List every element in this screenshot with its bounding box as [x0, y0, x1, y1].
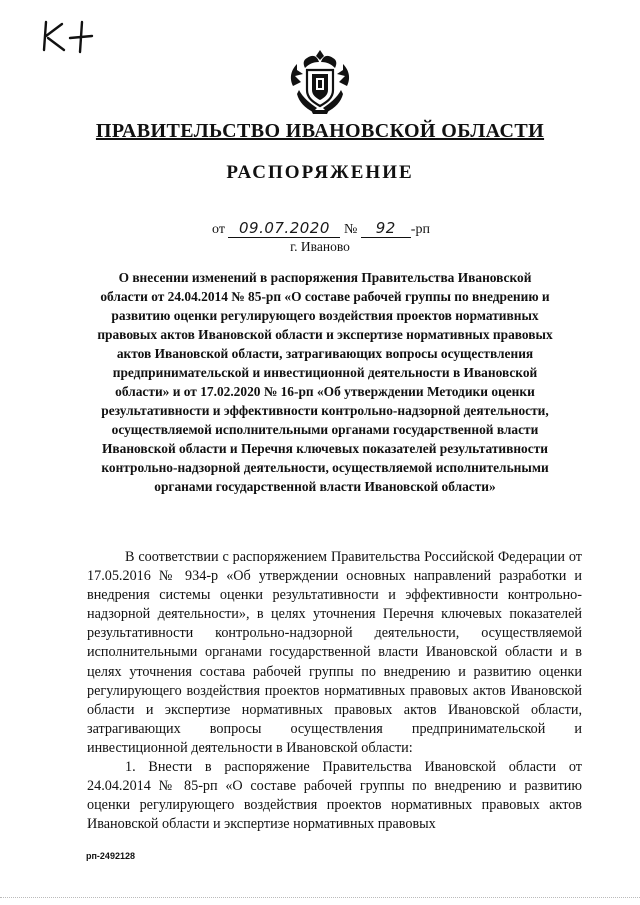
document-subject: О внесении изменений в распоряжения Правительства Ивановской области от 24.04.2014 № 85-рп «О составе рабочей группы по внедрению и развитию оценки регулирующего воздействия проектов нормативных правовых актов Ивановской области и экспертизе нормативных правовых актов Ивановской области, затрагивающих вопросы осуществления предпринимательской и инвестиционной деятельности в Ивановской области» и от 17.02.2020 № 16-рп «Об утверждении Методики оценки результативности и эффективности контрольно-надзорной деятельности, осуществляемой исполнительными органами государственной власти Ивановской области и Перечня ключевых показателей результативности контрольно-надзорной деятельности, осуществляемой исполнительными органами государственной власти Ивановской области» [97, 270, 553, 494]
document-dateline [212, 219, 472, 239]
government-title: ПРАВИТЕЛЬСТВО ИВАНОВСКОЙ ОБЛАСТИ [95, 120, 545, 142]
body-item-1: 1. Внести в распоряжение Правительства Ивановской области от 24.04.2014 № 85-рп «О составе рабочей группы по внедрению и развитию оценки регулирующего воздействия проектов нормативных правовых актов Ивановской области и экспертизе нормативных правовых [87, 759, 582, 833]
document-date: 09.07.2020 [228, 219, 340, 238]
document-number: 92 [361, 219, 411, 238]
date-prefix: от [212, 222, 225, 237]
handwritten-note [40, 16, 130, 56]
scan-edge-divider [0, 897, 640, 901]
document-body [87, 548, 582, 834]
number-sign: № [343, 222, 358, 237]
number-suffix: -рп [410, 222, 430, 237]
coat-of-arms-icon [283, 46, 357, 116]
footer-code: рп-2492128 [86, 851, 135, 861]
document-city: г. Иваново [290, 239, 350, 254]
document-type: РАСПОРЯЖЕНИЕ [226, 162, 414, 183]
body-preamble: В соответствии с распоряжением Правительства Российской Федерации от 17.05.2016 № 934-р «Об утверждении основных направлений разработки и внедрения системы оценки результативности и эффективности контрольно-надзорной деятельности», в целях уточнения Перечня ключевых показателей результативности контрольно-надзорной деятельности, осуществляемой исполнительными органами государственной власти Ивановской области и в целях уточнения состава рабочей группы по внедрению и развитию оценки регулирующего воздействия проектов нормативных правовых актов Ивановской области и экспертизе нормативных правовых актов Ивановской области, затрагивающих вопросы осуществления предпринимательской и инвестиционной деятельности в Ивановской области: [87, 549, 582, 756]
